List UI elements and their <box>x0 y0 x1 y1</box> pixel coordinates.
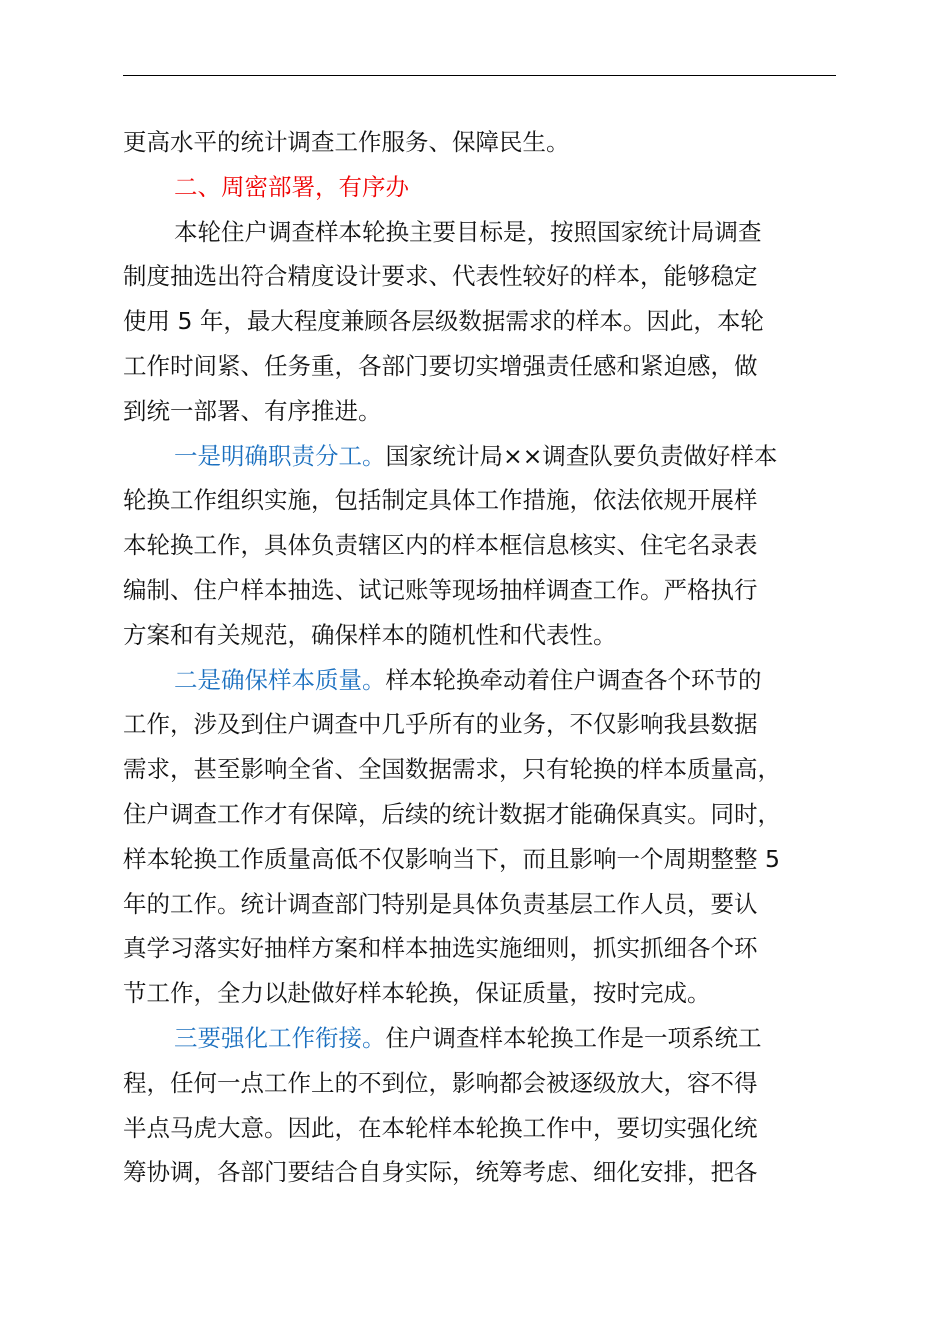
header-rule <box>123 75 836 76</box>
paragraph-line: 工作，涉及到住户调查中几乎所有的业务，不仅影响我县数据 <box>123 710 758 739</box>
paragraph-line: 样本轮换工作质量高低不仅影响当下，而且影响一个周期整整 5 <box>123 844 780 873</box>
paragraph-line: 程，任何一点工作上的不到位，影响都会被逐级放大，容不得 <box>123 1068 758 1097</box>
subheading-text: 一是明确职责分工。 <box>174 441 386 470</box>
paragraph-line: 半点马虎大意。因此，在本轮样本轮换工作中，要切实强化统 <box>123 1113 758 1142</box>
paragraph-line: 方案和有关规范，确保样本的随机性和代表性。 <box>123 620 617 649</box>
paragraph-line: 筹协调，各部门要结合自身实际，统筹考虑、细化安排，把各 <box>123 1158 758 1187</box>
paragraph-line: 本轮换工作，具体负责辖区内的样本框信息核实、住宅名录表 <box>123 531 758 560</box>
section-heading <box>123 165 863 210</box>
paragraph-line: 编制、住户样本抽选、试记账等现场抽样调查工作。严格执行 <box>123 575 758 604</box>
paragraph-line: 一是明确职责分工。国家统计局××调查队要负责做好样本 <box>174 441 778 470</box>
paragraph-line: 本轮住户调查样本轮换主要目标是，按照国家统计局调查 <box>174 217 762 246</box>
subheading-text: 三要强化工作衔接。 <box>174 1023 386 1052</box>
paragraph-line: 节工作，全力以赴做好样本轮换，保证质量，按时完成。 <box>123 979 711 1008</box>
paragraph-line: 住户调查工作才有保障，后续的统计数据才能确保真实。同时， <box>123 799 781 828</box>
document-body <box>123 120 863 1195</box>
paragraph-line: 工作时间紧、任务重，各部门要切实增强责任感和紧迫感，做 <box>123 351 758 380</box>
paragraph-line: 需求，甚至影响全省、全国数据需求，只有轮换的样本质量高， <box>123 755 781 784</box>
subheading-text: 二是确保样本质量。 <box>174 665 386 694</box>
paragraph-line: 轮换工作组织实施，包括制定具体工作措施，依法依规开展样 <box>123 486 758 515</box>
paragraph-line: 二是确保样本质量。样本轮换牵动着住户调查各个环节的 <box>174 665 762 694</box>
paragraph-line: 制度抽选出符合精度设计要求、代表性较好的样本，能够稳定 <box>123 262 758 291</box>
paragraph-line: 年的工作。统计调查部门特别是具体负责基层工作人员，要认 <box>123 889 758 918</box>
section-heading-text: 二、周密部署，有序办 <box>174 172 409 201</box>
paragraph-line: 使用 5 年，最大程度兼顾各层级数据需求的样本。因此，本轮 <box>123 307 764 336</box>
paragraph-line: 三要强化工作衔接。住户调查样本轮换工作是一项系统工 <box>174 1023 762 1052</box>
paragraph-line: 到统一部署、有序推进。 <box>123 396 382 425</box>
paragraph-line: 真学习落实好抽样方案和样本抽选实施细则，抓实抓细各个环 <box>123 934 758 963</box>
paragraph-line: 更高水平的统计调查工作服务、保障民生。 <box>123 128 570 156</box>
